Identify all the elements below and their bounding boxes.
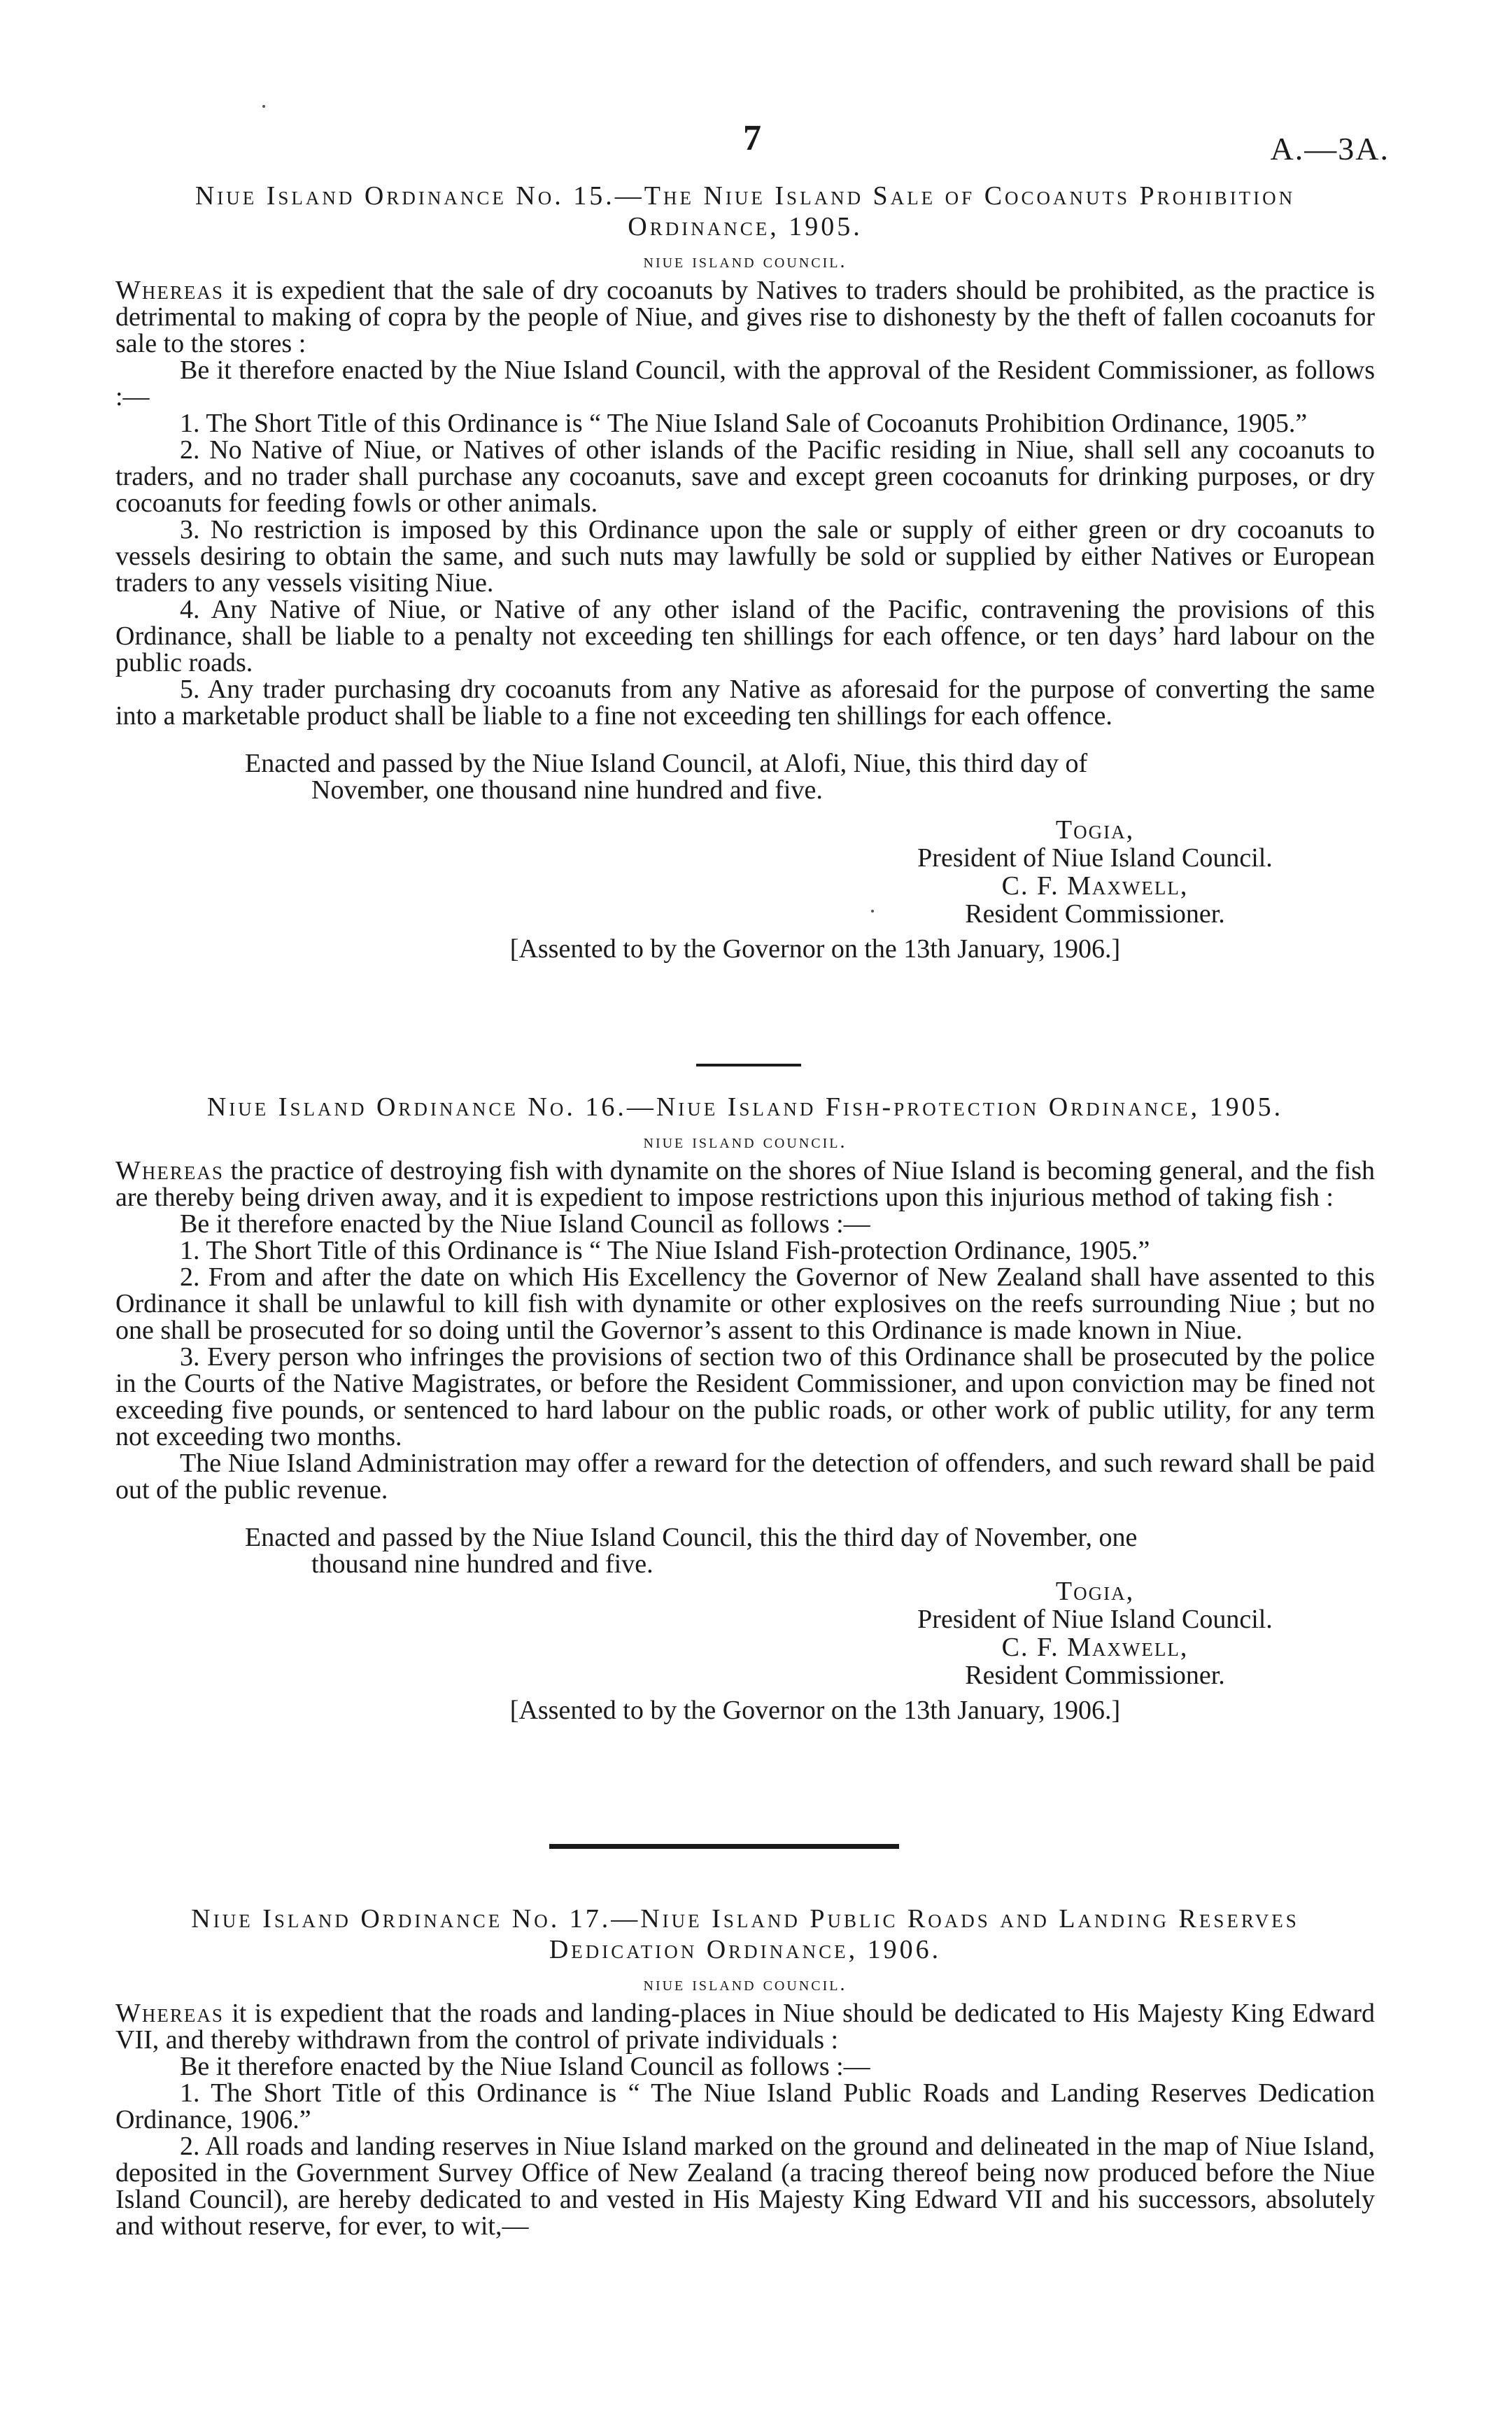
preamble-text: it is expedient that the sale of dry cocoanuts by Natives to traders should be prohibited, as the practice is detrimental to making of copra by the people of Niue, and gives rise to dishonesty by the theft of fallen cocoanuts for sale to the stores :: [115, 276, 1375, 358]
section-divider-thick: [549, 1844, 899, 1849]
ordinance-15-heading-line1: Niue Island Ordinance No. 15.—The Niue Island Sale of Cocoanuts Prohibition: [195, 181, 1296, 211]
ordinance-15-preamble: [115, 277, 1375, 357]
ordinance-16-reward-clause: The Niue Island Administration may offer a reward for the detection of offenders, and such reward shall be paid out of the public revenue.: [115, 1449, 1375, 1505]
ordinance-16-section-3: 3. Every person who infringes the provisions of section two of this Ordinance shall be prosecuted by the police in the Courts of the Native Magistrates, or before the Resident Commissioner, and upon conviction may be fined not exceeding five pounds, or sentenced to hard labour on the public roads, or other work of public utility, for any term not exceeding two months.: [115, 1342, 1375, 1451]
section-divider: [696, 1064, 801, 1066]
ordinance-15-council: niue island council.: [643, 251, 847, 272]
ordinance-16-section-1: 1. The Short Title of this Ordinance is “ The Niue Island Fish-protection Ordinance, 1905.”: [180, 1236, 1150, 1265]
page-number: 7: [743, 118, 761, 158]
ordinance-15-heading: [115, 181, 1375, 242]
whereas-word: Whereas: [115, 1156, 224, 1185]
ordinance-17-enacting-clause: Be it therefore enacted by the Niue Island Council as follows :—: [180, 2052, 870, 2081]
ordinance-15-section-4: 4. Any Native of Niue, or Native of any other island of the Pacific, contravening the provisions of this Ordinance, shall be liable to a penalty not exceeding ten shillings for each offence, or ten days’ hard labour on the public roads.: [115, 595, 1375, 677]
ordinance-17-heading-line2: Dedication Ordinance, 1906.: [549, 1935, 942, 1964]
preamble-text: the practice of destroying fish with dynamite on the shores of Niue Island is becoming general, and the fish are thereby being driven away, and it is expedient to impose restrictions upon this injurious method of taking fish :: [115, 1156, 1376, 1212]
ordinance-15-section-2: 2. No Native of Niue, or Natives of other islands of the Pacific residing in Niue, shall sell any cocoanuts to traders, and no trader shall purchase any cocoanuts, save and except green cocoanuts for drinking purposes, or dry cocoanuts for feeding fowls or other animals.: [115, 435, 1375, 518]
ordinance-15-enacting-clause: Be it therefore enacted by the Niue Island Council, with the approval of the Resident Commissioner, as follows :—: [115, 355, 1375, 411]
ordinance-15-heading-line2: Ordinance, 1905.: [628, 212, 863, 241]
ordinance-16-council: niue island council.: [643, 1131, 847, 1153]
ordinance-15-signatures: [850, 816, 1340, 928]
whereas-word: Whereas: [115, 1999, 224, 2028]
ordinance-16-preamble: [115, 1157, 1375, 1211]
ordinance-17-section-1: 1. The Short Title of this Ordinance is “ The Niue Island Public Roads and Landing Reserves Dedication Ordinance, 1906.”: [115, 2078, 1375, 2134]
whereas-word: Whereas: [115, 276, 224, 305]
preamble-text: it is expedient that the roads and landing-places in Niue should be dedicated to His Majesty King Edward VII, and thereby withdrawn from the control of private individuals :: [115, 1999, 1375, 2055]
signatory-1-name: Togia,: [1055, 815, 1135, 845]
signatory-1-title: President of Niue Island Council.: [917, 1605, 1273, 1634]
ordinance-15: [115, 181, 1375, 963]
signatory-2-name: C. F. Maxwell,: [1001, 1633, 1189, 1662]
ordinance-15-section-5: 5. Any trader purchasing dry cocoanuts from any Native as aforesaid for the purpose of converting the same into a marketable product shall be liable to a fine not exceeding ten shillings for each offence.: [115, 675, 1375, 731]
document-reference: A.—3A.: [1270, 131, 1390, 167]
ordinance-17-heading: [115, 1903, 1375, 1965]
scan-speck: [262, 105, 265, 108]
ordinance-17-heading-line1: Niue Island Ordinance No. 17.—Niue Island Public Roads and Landing Reserves: [191, 1904, 1299, 1934]
ordinance-15-enacted-line2: November, one thousand nine hundred and five.: [311, 775, 823, 805]
ordinance-16-heading: Niue Island Ordinance No. 16.—Niue Island Fish-protection Ordinance, 1905.: [206, 1092, 1284, 1122]
ordinance-16: [115, 1092, 1375, 1724]
ordinance-16-enacting-clause: Be it therefore enacted by the Niue Island Council as follows :—: [180, 1209, 870, 1239]
ordinance-15-section-1: 1. The Short Title of this Ordinance is “ The Niue Island Sale of Cocoanuts Prohibition Ordinance, 1905.”: [180, 409, 1308, 438]
ordinance-15-assent: [Assented to by the Governor on the 13th January, 1906.]: [509, 934, 1121, 964]
ordinance-15-section-3: 3. No restriction is imposed by this Ordinance upon the sale or supply of either green or dry cocoanuts to vessels desiring to obtain the same, and such nuts may lawfully be sold or supplied by either Natives or European traders to any vessels visiting Niue.: [115, 515, 1375, 598]
ordinance-16-assent: [Assented to by the Governor on the 13th January, 1906.]: [509, 1696, 1121, 1725]
ordinance-17: [115, 1903, 1375, 2239]
ordinance-16-section-2: 2. From and after the date on which His Excellency the Governor of New Zealand shall have assented to this Ordinance it shall be unlawful to kill fish with dynamite or other explosives on the reefs surrounding Niue ; but no one shall be prosecuted for so doing until the Governor’s assent to this Ordinance is made known in Niue.: [115, 1262, 1375, 1345]
ordinance-16-signatures: [850, 1577, 1340, 1689]
signatory-2-title: Resident Commissioner.: [965, 899, 1225, 929]
ordinance-17-preamble: [115, 2000, 1375, 2053]
ordinance-17-council: niue island council.: [643, 1973, 847, 1995]
ordinance-15-enacted-line1: Enacted and passed by the Niue Island Council, at Alofi, Niue, this third day of: [245, 749, 1088, 778]
ordinance-16-enacted-line2: thousand nine hundred and five.: [311, 1549, 653, 1579]
signatory-2-title: Resident Commissioner.: [965, 1661, 1225, 1690]
signatory-1-title: President of Niue Island Council.: [917, 843, 1273, 873]
ordinance-17-section-2: 2. All roads and landing reserves in Niue Island marked on the ground and delineated in the map of Niue Island, deposited in the Government Survey Office of New Zealand (a tracing thereof being now produced before the Niue Island Council), are hereby dedicated to and vested in His Majesty King Edward VII and his successors, absolutely and without reserve, for ever, to wit,—: [115, 2132, 1375, 2241]
signatory-2-name: C. F. Maxwell,: [1001, 871, 1189, 901]
signatory-1-name: Togia,: [1055, 1577, 1135, 1606]
ordinance-16-enacted-line1: Enacted and passed by the Niue Island Council, this the third day of November, one: [245, 1523, 1138, 1552]
